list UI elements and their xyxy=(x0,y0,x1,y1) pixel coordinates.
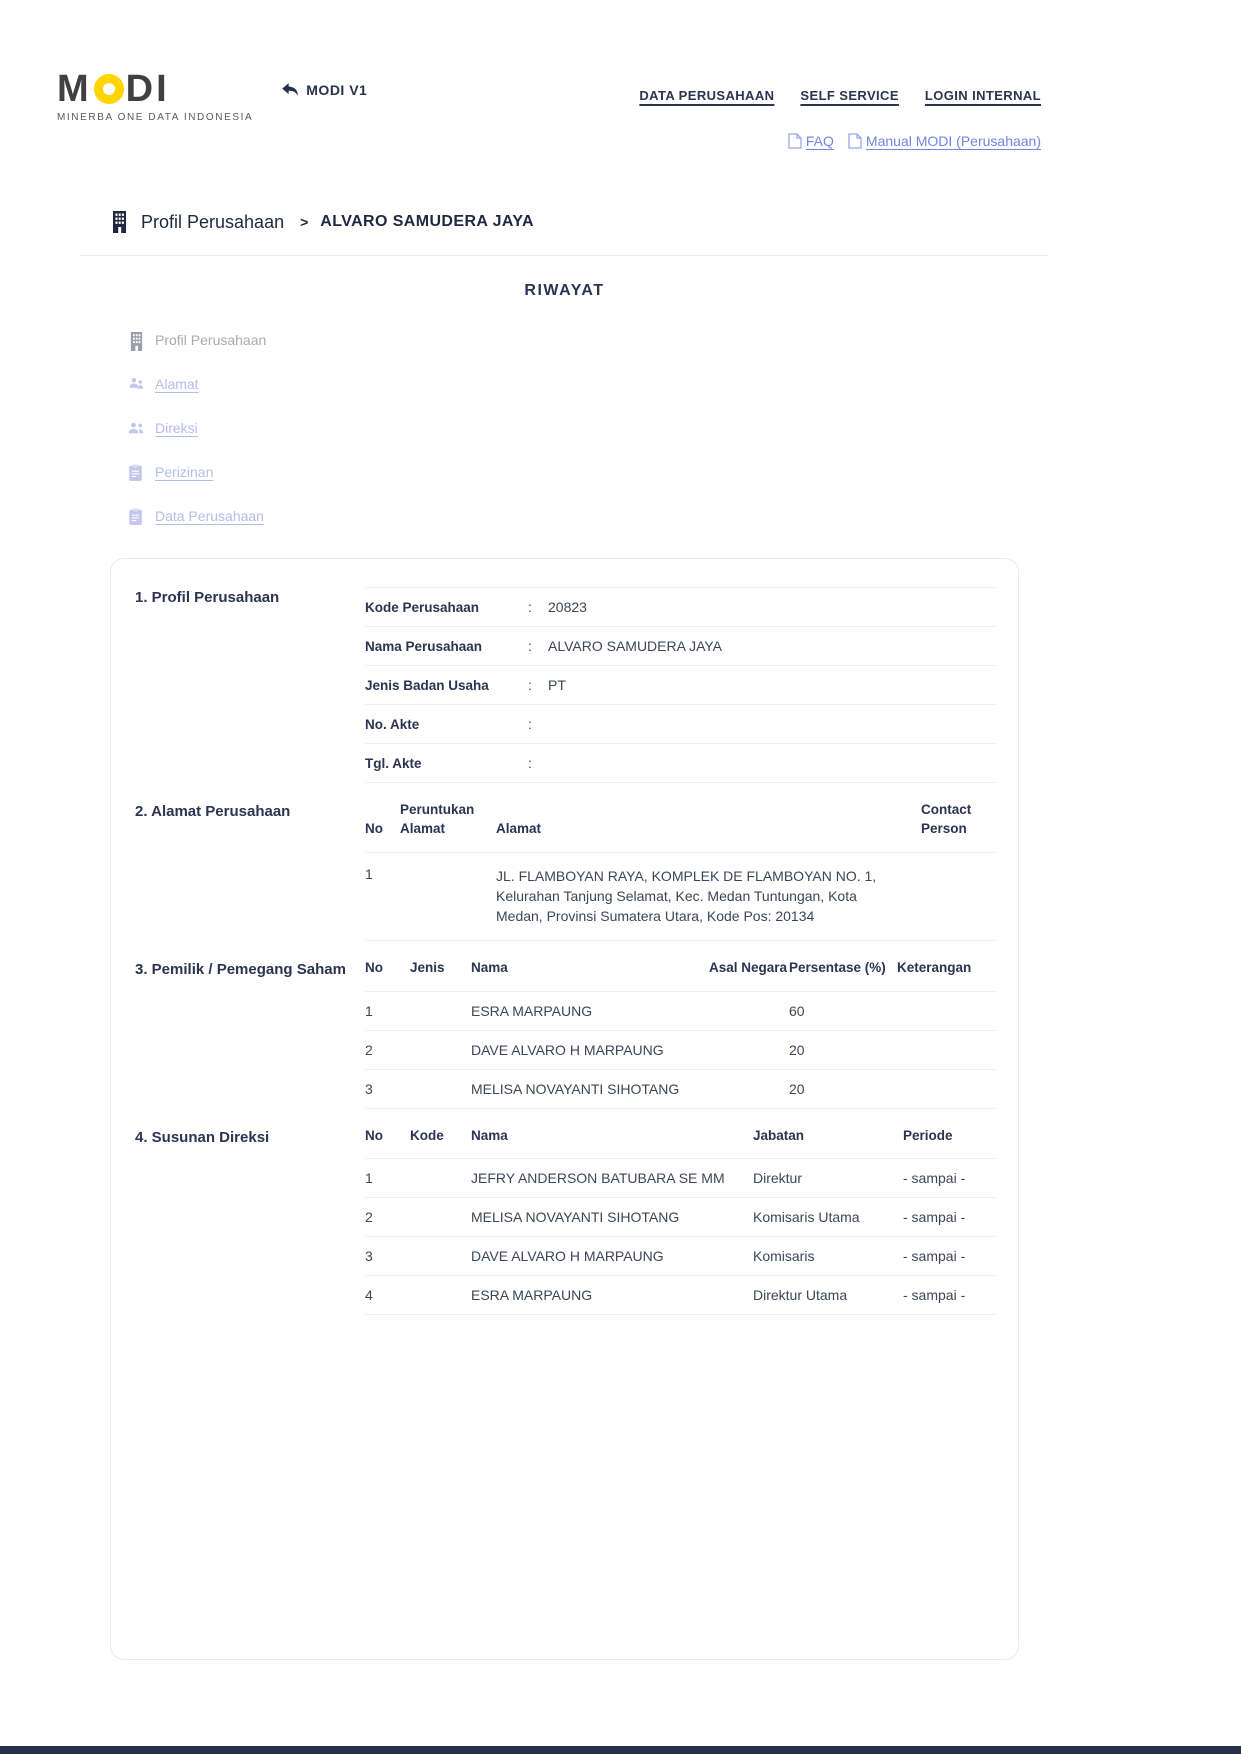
table-row xyxy=(365,1198,996,1237)
content-container xyxy=(80,211,1049,1660)
manual-modi-link[interactable] xyxy=(848,133,1041,149)
cell-no: 2 xyxy=(365,1041,373,1058)
cell-nama: MELISA NOVAYANTI SIHOTANG xyxy=(471,1209,680,1226)
kv-label: No. Akte xyxy=(365,716,420,732)
cell-periode: - sampai - xyxy=(903,1209,966,1226)
cell-no: 1 xyxy=(365,865,373,882)
section-title-profil: 1. Profil Perusahaan xyxy=(135,589,280,606)
faq-link[interactable] xyxy=(788,133,834,149)
col-header-alamat: Alamat xyxy=(496,821,542,837)
menu-label-data-perusahaan: Data Perusahaan xyxy=(155,508,264,524)
cell-periode: - sampai - xyxy=(903,1248,966,1265)
col-header-nama: Nama xyxy=(471,1127,508,1143)
riwayat-title: RIWAYAT xyxy=(524,282,605,299)
menu-item-data-perusahaan[interactable] xyxy=(128,494,1049,538)
section-alamat-perusahaan xyxy=(135,801,996,941)
cell-jabatan: Komisaris xyxy=(753,1248,815,1265)
kv-colon: : xyxy=(528,638,532,654)
col-header-peruntukan-alamat: Peruntukan Alamat xyxy=(400,802,475,836)
pdf-file-icon xyxy=(788,133,802,149)
cell-no: 4 xyxy=(365,1287,373,1304)
cell-nama: ESRA MARPAUNG xyxy=(471,1002,593,1019)
map-people-icon xyxy=(128,376,145,393)
profil-table xyxy=(365,587,996,783)
cell-no: 3 xyxy=(365,1080,373,1097)
table-row xyxy=(365,744,996,783)
nav-login-internal[interactable]: LOGIN INTERNAL xyxy=(924,88,1041,103)
col-header-jabatan: Jabatan xyxy=(753,1127,805,1143)
modi-v1-label: MODI V1 xyxy=(306,81,368,98)
cell-nama: DAVE ALVARO H MARPAUNG xyxy=(471,1248,664,1265)
col-header-asal-negara: Asal Negara xyxy=(709,959,788,975)
back-arrow-icon xyxy=(281,82,299,98)
table-row xyxy=(365,853,996,941)
col-header-no: No xyxy=(365,1127,383,1143)
menu-label-direksi: Direksi xyxy=(155,420,198,436)
kv-label: Kode Perusahaan xyxy=(365,599,480,615)
table-row xyxy=(365,627,996,666)
cell-periode: - sampai - xyxy=(903,1170,966,1187)
pdf-file-icon xyxy=(848,133,862,149)
nav-data-perusahaan[interactable]: DATA PERUSAHAAN xyxy=(639,88,775,103)
kv-value: ALVARO SAMUDERA JAYA xyxy=(548,638,723,654)
saham-table-header xyxy=(365,959,996,992)
section-pemegang-saham xyxy=(135,959,996,1109)
col-header-contact-person: Contact Person xyxy=(921,802,972,836)
alamat-table-header xyxy=(365,801,996,853)
cell-no: 1 xyxy=(365,1170,373,1187)
breadcrumb-company-name: ALVARO SAMUDERA JAYA xyxy=(320,213,534,230)
kv-label: Tgl. Akte xyxy=(365,755,422,771)
cell-persentase: 20 xyxy=(789,1080,805,1097)
cell-jabatan: Direktur xyxy=(753,1170,803,1187)
modi-v1-link[interactable] xyxy=(281,82,367,98)
building-icon xyxy=(110,211,129,233)
kv-value: PT xyxy=(548,677,566,693)
breadcrumb-section[interactable] xyxy=(110,211,284,233)
breadcrumb-section-label: Profil Perusahaan xyxy=(141,211,285,232)
menu-item-profil-perusahaan xyxy=(128,318,1049,362)
direksi-table-header xyxy=(365,1127,996,1160)
footer-bar xyxy=(0,1746,1241,1754)
logo-o-mark xyxy=(94,74,124,104)
menu-item-alamat[interactable] xyxy=(128,362,1049,406)
modi-logo-word xyxy=(57,70,253,108)
col-header-no: No xyxy=(365,820,383,836)
manual-modi-label: Manual MODI (Perusahaan) xyxy=(865,133,1041,149)
menu-item-direksi[interactable] xyxy=(128,406,1049,450)
menu-label-perizinan: Perizinan xyxy=(155,464,214,480)
cell-periode: - sampai - xyxy=(903,1287,966,1304)
table-row xyxy=(365,1237,996,1276)
page-header xyxy=(0,0,1241,149)
modi-logo-subtitle: MINERBA ONE DATA INDONESIA xyxy=(57,112,254,123)
col-header-persentase: Persentase (%) xyxy=(789,959,886,975)
faq-label: FAQ xyxy=(805,133,834,149)
kv-label: Jenis Badan Usaha xyxy=(365,677,489,693)
nav-self-service[interactable]: SELF SERVICE xyxy=(800,88,899,103)
col-header-periode: Periode xyxy=(903,1127,953,1143)
cell-nama: MELISA NOVAYANTI SIHOTANG xyxy=(471,1080,680,1097)
kv-colon: : xyxy=(528,599,532,615)
section-title-direksi: 4. Susunan Direksi xyxy=(135,1128,270,1146)
cell-jabatan: Komisaris Utama xyxy=(753,1209,860,1226)
cell-nama: JEFRY ANDERSON BATUBARA SE MM xyxy=(471,1170,725,1187)
top-nav xyxy=(639,88,1041,103)
riwayat-card xyxy=(110,558,1019,1660)
kv-colon: : xyxy=(528,677,532,693)
clipboard-icon xyxy=(128,508,145,525)
cell-no: 1 xyxy=(365,1002,373,1019)
table-row xyxy=(365,705,996,744)
cell-persentase: 60 xyxy=(789,1002,805,1019)
section-susunan-direksi xyxy=(135,1127,996,1316)
menu-label-alamat: Alamat xyxy=(155,376,199,392)
doc-links xyxy=(788,133,1041,149)
cell-nama: DAVE ALVARO H MARPAUNG xyxy=(471,1041,664,1058)
breadcrumb-separator: > xyxy=(300,214,309,230)
table-row xyxy=(365,666,996,705)
cell-no: 2 xyxy=(365,1209,373,1226)
people-icon xyxy=(128,420,145,437)
profile-menu xyxy=(128,318,1049,538)
col-header-no: No xyxy=(365,959,383,975)
kv-colon: : xyxy=(528,755,532,771)
table-row xyxy=(365,992,996,1031)
section-profil-perusahaan xyxy=(135,587,996,783)
building-icon xyxy=(128,332,145,349)
section-title-saham: 3. Pemilik / Pemegang Saham xyxy=(135,960,346,978)
col-header-keterangan: Keterangan xyxy=(897,959,972,975)
cell-nama: ESRA MARPAUNG xyxy=(471,1287,593,1304)
col-header-nama: Nama xyxy=(471,959,508,975)
breadcrumb-divider xyxy=(80,255,1049,256)
kv-colon: : xyxy=(528,716,532,732)
menu-item-perizinan[interactable] xyxy=(128,450,1049,494)
table-row xyxy=(365,1276,996,1315)
logo-text-right: DI xyxy=(125,68,170,110)
breadcrumb xyxy=(110,211,1049,233)
table-row xyxy=(365,1070,996,1109)
cell-alamat: JL. FLAMBOYAN RAYA, KOMPLEK DE FLAMBOYAN NO. 1, Kelurahan Tanjung Selamat, Kec. Medan Tuntungan, Kota Medan, Provinsi Sumatera Utara, Kode Pos: 20134 xyxy=(496,867,877,925)
modi-logo[interactable] xyxy=(57,70,253,123)
clipboard-icon xyxy=(128,464,145,481)
cell-persentase: 20 xyxy=(789,1041,805,1058)
table-row xyxy=(365,1159,996,1198)
cell-jabatan: Direktur Utama xyxy=(753,1287,848,1304)
col-header-kode: Kode xyxy=(410,1127,444,1143)
kv-label: Nama Perusahaan xyxy=(365,638,483,654)
col-header-jenis: Jenis xyxy=(410,959,445,975)
table-row xyxy=(365,1031,996,1070)
table-row xyxy=(365,588,996,627)
section-title-alamat: 2. Alamat Perusahaan xyxy=(135,803,291,820)
logo-text-left: M xyxy=(57,68,92,110)
kv-value: 20823 xyxy=(548,599,587,615)
menu-label-profil: Profil Perusahaan xyxy=(155,332,267,348)
cell-no: 3 xyxy=(365,1248,373,1265)
